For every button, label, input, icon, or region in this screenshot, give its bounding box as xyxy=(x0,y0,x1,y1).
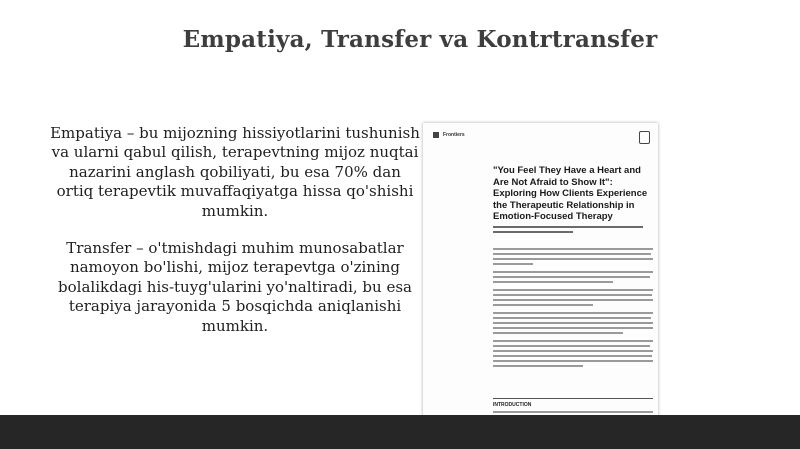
publisher-name: Frontiers xyxy=(443,132,465,138)
empathy-paragraph: Empatiya – bu mijozning hissiyotlarini tushunish va ularni qabul qilish, terapevtning mijoz nuqtai nazarini anglash qobiliyati, bu esa 70% dan ortiq terapevtik muvaffaqiyatga hissa qo'shishi mumkin. xyxy=(50,124,420,220)
footer-bar xyxy=(0,415,800,449)
paper-abstract xyxy=(493,248,653,370)
transfer-paragraph: Transfer – o'tmishdagi muhim munosabatlar namoyon bo'lishi, mijoz terapevtga o'zining bolalikdagi his-tuyg'ularini yo'naltiradi, bu esa terapiya jarayonida 5 bosqichda aniqlanishi mumkin. xyxy=(58,239,412,335)
paper-title: "You Feel They Have a Heart and Are Not Afraid to Show It": Exploring How Clients Experience the Therapeutic Relationship in Emotion-Focused Therapy xyxy=(493,165,648,222)
slide-body xyxy=(50,124,420,354)
paper-section-heading: INTRODUCTION xyxy=(493,402,532,408)
paper-thumbnail xyxy=(423,123,658,441)
slide-title: Empatiya, Transfer va Kontrtransfer xyxy=(182,26,658,53)
paper-authors xyxy=(493,226,653,236)
open-access-icon xyxy=(639,131,650,144)
